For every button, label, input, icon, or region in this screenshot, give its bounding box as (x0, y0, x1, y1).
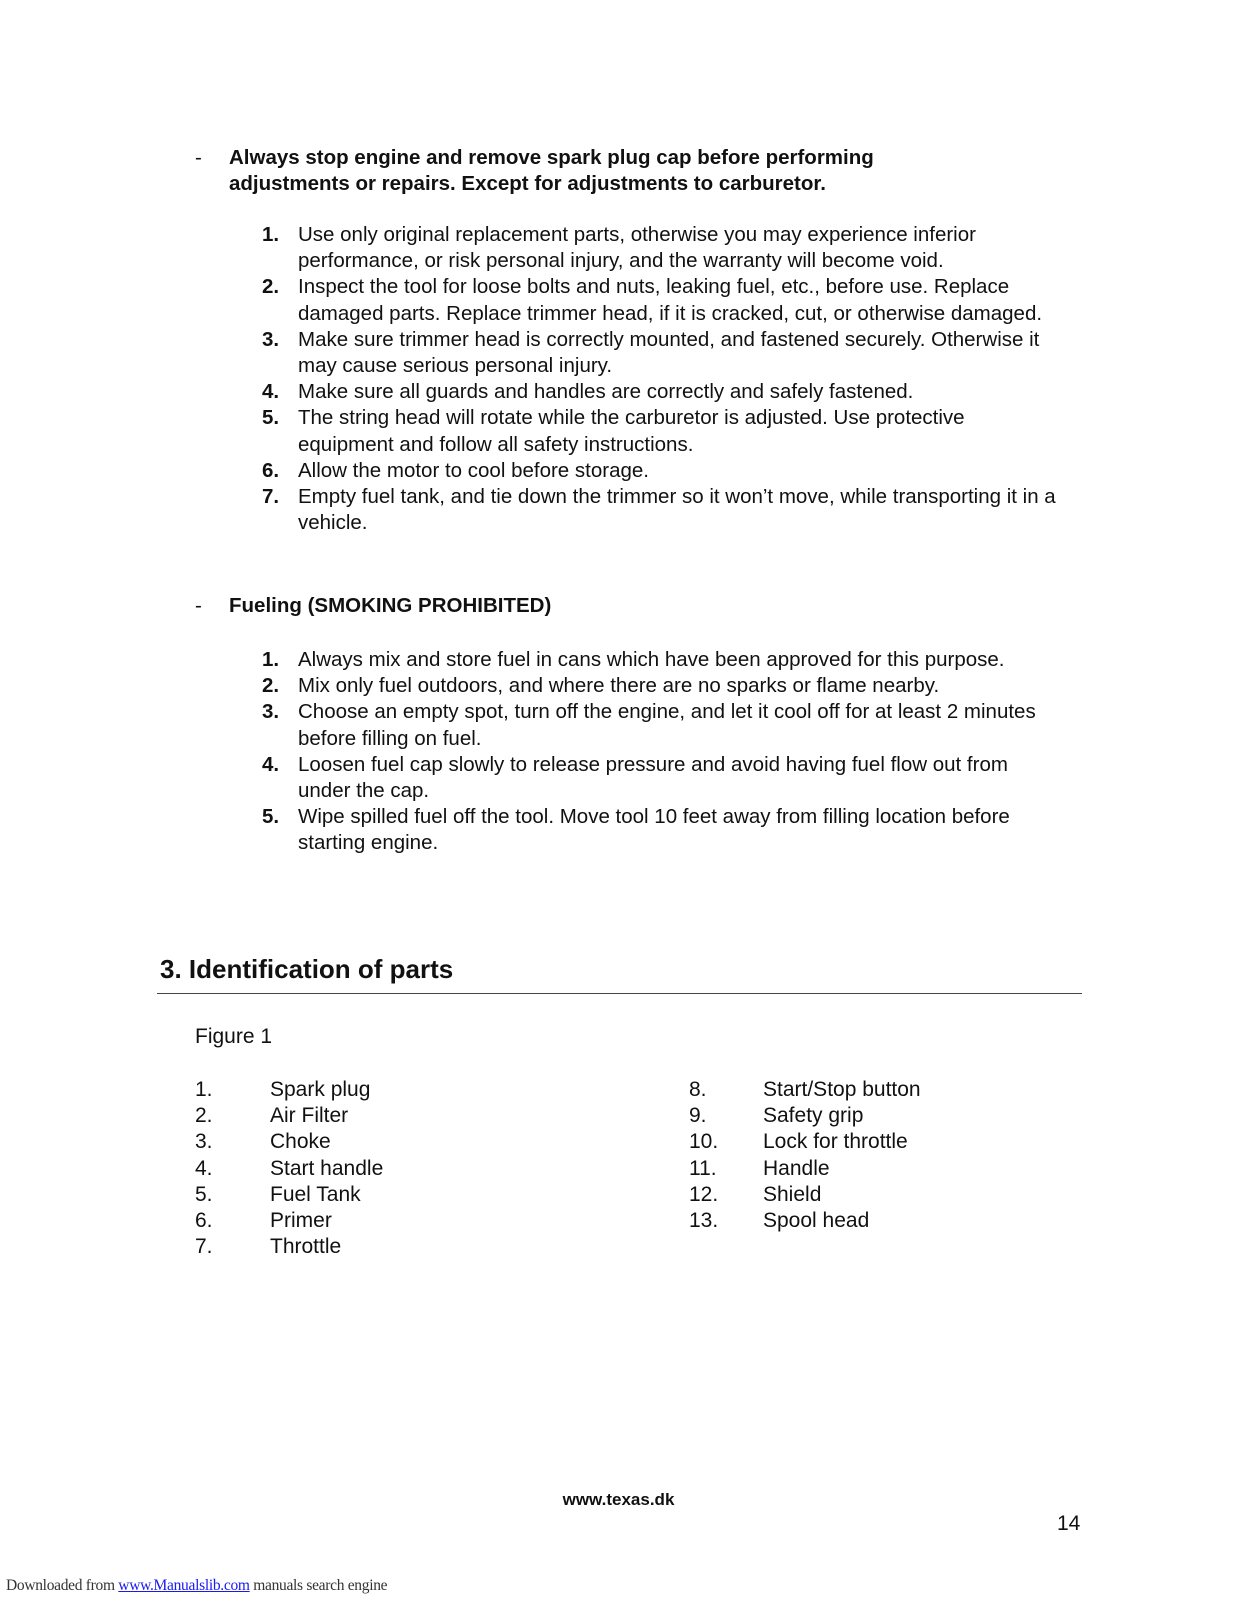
part-name: Handle (763, 1156, 830, 1180)
part-number: 1. (195, 1078, 213, 1101)
part-name: Choke (270, 1130, 331, 1154)
part-name: Shield (763, 1182, 822, 1206)
part-name: Spool head (763, 1208, 870, 1232)
part-item (689, 1103, 1109, 1129)
item-text: Use only original replacement parts, otherwise you may experience inferior performance, or risk personal injury, and the warranty will become void. (298, 223, 976, 273)
part-item (689, 1208, 1109, 1234)
list-item (262, 804, 1058, 856)
bullet-dash: - (195, 146, 202, 169)
item-number: 6. (262, 458, 280, 482)
page-number: 14 (1057, 1512, 1081, 1535)
part-item (195, 1156, 595, 1182)
part-item (195, 1129, 595, 1155)
parts-list-left (195, 1077, 595, 1260)
part-name: Start/Stop button (763, 1078, 921, 1101)
footer-suffix: manuals search engine (249, 1577, 388, 1594)
part-number: 6. (195, 1208, 213, 1232)
item-number: 1. (262, 648, 280, 671)
part-number: 2. (195, 1104, 213, 1128)
parts-list-right (689, 1077, 1109, 1234)
part-number: 7. (195, 1235, 213, 1259)
list-item (262, 647, 1058, 673)
part-number: 3. (195, 1130, 213, 1154)
part-name: Fuel Tank (270, 1182, 361, 1206)
part-name: Start handle (270, 1156, 384, 1180)
list-item (262, 673, 1058, 699)
item-text: The string head will rotate while the carburetor is adjusted. Use protective equipment and follow all safety instructions. (298, 406, 965, 456)
part-item (689, 1129, 1109, 1155)
part-number: 8. (689, 1078, 707, 1101)
item-number: 3. (262, 327, 280, 351)
item-text: Make sure trimmer head is correctly mounted, and fastened securely. Otherwise it may cause serious personal injury. (298, 327, 1040, 378)
fueling-list (262, 647, 1058, 857)
item-text: Loosen fuel cap slowly to release pressure and avoid having fuel flow out from under the cap. (298, 752, 1008, 803)
fueling-heading-text: Fueling (SMOKING PROHIBITED) (229, 594, 552, 617)
item-text: Mix only fuel outdoors, and where there are no sparks or flame nearby. (298, 674, 940, 698)
list-item (262, 752, 1058, 804)
part-name: Lock for throttle (763, 1130, 908, 1154)
safety-heading-line-2: adjustments or repairs. Except for adjustments to carburetor. (229, 172, 826, 195)
item-number: 1. (262, 223, 280, 246)
list-item (262, 699, 1058, 751)
list-item (262, 405, 1058, 457)
item-number: 7. (262, 485, 280, 509)
part-number: 13. (689, 1208, 719, 1232)
item-text: Make sure all guards and handles are correctly and safely fastened. (298, 380, 914, 404)
figure-label: Figure 1 (195, 1025, 273, 1048)
item-text: Always mix and store fuel in cans which have been approved for this purpose. (298, 648, 1005, 671)
part-name: Spark plug (270, 1078, 371, 1101)
item-number: 2. (262, 674, 280, 698)
part-item (195, 1234, 595, 1260)
part-item (689, 1182, 1109, 1208)
item-number: 5. (262, 805, 280, 829)
list-item (262, 484, 1058, 536)
item-text: Allow the motor to cool before storage. (298, 458, 649, 482)
item-number: 3. (262, 700, 280, 724)
item-number: 4. (262, 752, 280, 776)
item-text: Choose an empty spot, turn off the engine, and let it cool off for at least 2 minutes before filling on fuel. (298, 700, 1036, 750)
list-item (262, 458, 1058, 484)
part-number: 9. (689, 1104, 707, 1128)
part-item (195, 1208, 595, 1234)
section-divider (157, 993, 1082, 994)
footer-prefix: Downloaded from (6, 1577, 119, 1594)
bullet-dash: - (195, 594, 202, 617)
safety-list (262, 222, 1058, 536)
part-number: 5. (195, 1182, 213, 1206)
part-item (195, 1103, 595, 1129)
part-item (195, 1077, 595, 1103)
part-item (689, 1077, 1109, 1103)
part-name: Safety grip (763, 1104, 864, 1128)
part-name: Primer (270, 1208, 332, 1232)
item-text: Empty fuel tank, and tie down the trimmer so it won’t move, while transporting it in a vehicle. (298, 485, 1056, 535)
item-number: 4. (262, 380, 280, 404)
part-item (195, 1182, 595, 1208)
item-text: Wipe spilled fuel off the tool. Move tool 10 feet away from filling location before starting engine. (298, 805, 1010, 855)
part-number: 10. (689, 1130, 719, 1154)
website-url: www.texas.dk (562, 1490, 675, 1509)
part-item (689, 1156, 1109, 1182)
section-title: 3. Identification of parts (160, 954, 454, 984)
part-name: Air Filter (270, 1104, 349, 1128)
list-item (262, 327, 1058, 379)
item-number: 2. (262, 275, 280, 299)
download-footer (6, 1577, 387, 1595)
part-name: Throttle (270, 1235, 342, 1259)
list-item (262, 222, 1058, 274)
part-number: 12. (689, 1182, 719, 1206)
safety-heading-line-1: Always stop engine and remove spark plug cap before performing (229, 146, 874, 169)
part-number: 4. (195, 1156, 213, 1180)
manualslib-link[interactable]: www.Manualslib.com (118, 1577, 250, 1594)
list-item (262, 379, 1058, 405)
part-number: 11. (689, 1156, 717, 1180)
item-number: 5. (262, 406, 280, 430)
list-item (262, 274, 1058, 326)
item-text: Inspect the tool for loose bolts and nuts, leaking fuel, etc., before use. Replace damaged parts. Replace trimmer head, if it is cracked, cut, or otherwise damaged. (298, 275, 1043, 325)
